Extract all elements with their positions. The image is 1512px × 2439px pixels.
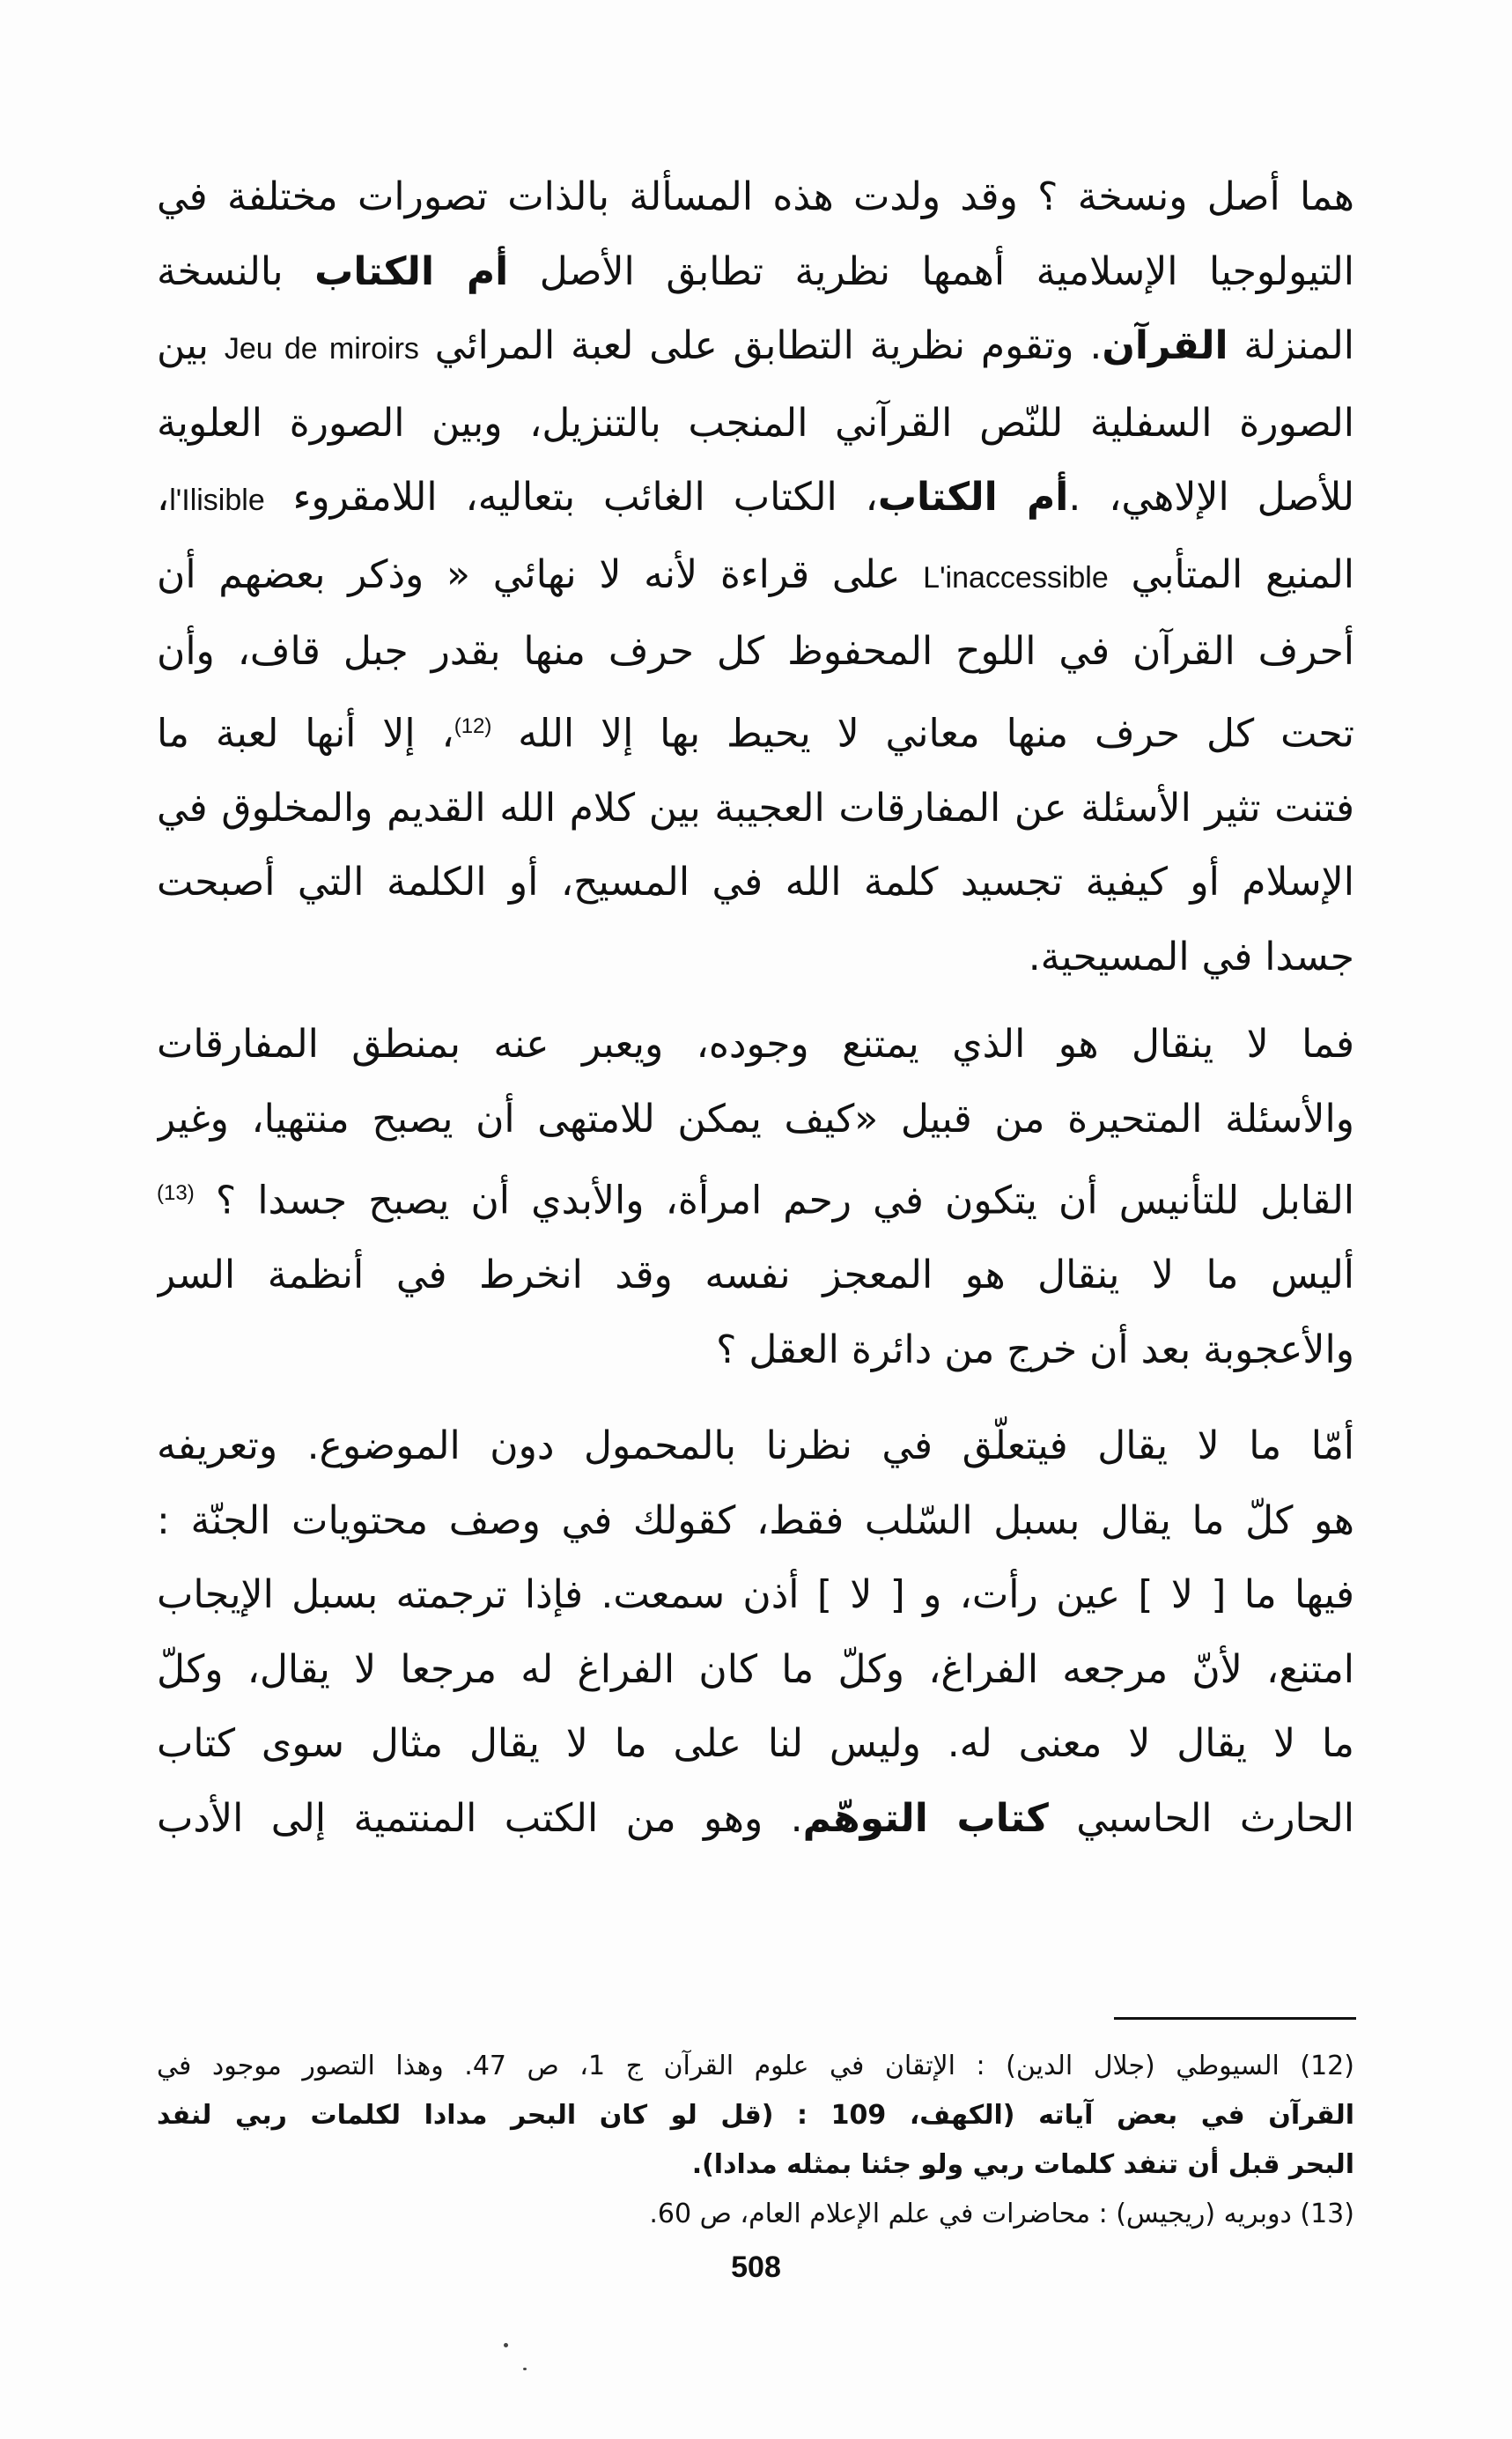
text-span: والأسئلة المتحيرة من قبيل «كيف يمكن للامتهى أن يصبح منتهيا، وغير [157,1096,1354,1142]
scan-speck [523,2368,527,2370]
text-line [157,235,1354,310]
text-line [157,615,1354,690]
footnote-12: (12) السيوطي (جلال الدين) : الإتقان في علوم القرآن ج 1، ص 47. وهذا التصور موجود في [157,2051,1354,2081]
emphasis-term: القرآن [1102,323,1228,368]
text-span: والأعجوبة بعد أن خرج من دائرة العقل ؟ [716,1327,1354,1372]
text-line [157,1409,1354,1484]
text-span: ، الكتاب الغائب بتعاليه، اللامقروء [292,475,878,520]
text-span: أليس ما لا ينقال هو المعجز نفسه وقد انخرط في أنظمة السر [157,1253,1354,1298]
text-span: بالنسخة [157,248,284,294]
latin-term: L'inaccessible [923,560,1109,595]
text-line [157,309,1354,387]
text-span: هو كلّ ما يقال بسبل السّلب فقط، كقولك في وصف محتويات الجنّة : [157,1497,1354,1543]
text-line [157,772,1354,846]
page-number: 508 [731,2251,781,2284]
emphasis-term: أم الكتاب [314,248,509,294]
text-span: جسدا في المسيحية. [1028,934,1354,979]
text-span: المنيع المتأبي [1131,551,1354,597]
footnote-divider [1114,2017,1356,2020]
text-line [157,846,1354,920]
text-span: . وتقوم نظرية التطابق على لعبة المرائي [434,323,1103,368]
text-line [157,1008,1354,1083]
text-span: القابل للتأنيس أن يتكون في رحم امرأة، والأبدي أن يصبح جسدا ؟ [215,1178,1354,1223]
text-span: التيولوجيا الإسلامية أهمها نظرية تطابق الأصل [539,248,1354,294]
text-line [157,387,1354,462]
paragraph-1 [157,160,1354,994]
text-span: تحت كل حرف منها معاني لا يحيط بها إلا الله [518,711,1354,757]
text-line [157,461,1354,538]
text-line [157,1313,1354,1388]
text-span: ، [157,475,170,520]
text-span: أحرف القرآن في اللوح المحفوظ كل حرف منها بقدر جبل قاف، وأن [157,629,1354,674]
paragraph-2 [157,1008,1354,1387]
text-span: على قراءة لأنه لا نهائي « وذكر بعضهم أن [157,551,901,597]
body-text [157,1008,1354,1387]
body-text [157,160,1354,994]
text-span: الحارث الحاسبي [1076,1795,1354,1841]
scan-speck [504,2343,508,2347]
text-span: الإسلام أو كيفية تجسيد كلمة الله في المسيح، أو الكلمة التي أصبحت [157,860,1354,905]
footnotes [157,2042,1354,2239]
footnote-13: (13) دوبريه (ريجيس) : محاضرات في علم الإعلام العام، ص 60. [649,2199,1354,2229]
text-span: للأصل الإلاهي، . [1068,475,1354,520]
text-line [157,160,1354,235]
text-span: بين [157,323,210,368]
footnote-12-continuation: القرآن في بعض آياته (الكهف، 109 : (قل لو كان البحر مدادا لكلمات ربي لنفد [157,2100,1354,2131]
text-line [157,1558,1354,1633]
text-line [157,1707,1354,1782]
latin-term: Jeu de miroirs [224,332,419,366]
text-span: . وهو من الكتب المنتمية إلى الأدب [157,1795,803,1841]
text-span: أمّا ما لا يقال فيتعلّق في نظرنا بالمحمول دون الموضوع. وتعريفه [157,1423,1354,1468]
text-line [157,1782,1354,1857]
footnote-12-continuation: البحر قبل أن تنفد كلمات ربي ولو جئنا بمثله مدادا). [691,2149,1354,2180]
text-line [157,538,1354,616]
text-line [157,1238,1354,1313]
footnote-ref: (13) [157,1181,195,1205]
text-span: هما أصل ونسخة ؟ وقد ولدت هذه المسألة بالذات تصورات مختلفة في [157,174,1354,219]
text-span: ، إلا أنها لعبة ما [157,711,454,757]
footnote-ref: (12) [454,713,492,738]
text-line [157,920,1354,995]
text-line [157,1484,1354,1559]
emphasis-term: كتاب التوهّم [802,1795,1049,1841]
emphasis-term: أم الكتاب [877,475,1069,520]
text-line [157,1633,1354,1708]
latin-term: l'Ilisible [169,484,265,517]
text-line [157,1083,1354,1157]
body-text [157,1409,1354,1856]
text-span: فتنت تثير الأسئلة عن المفارقات العجيبة بين كلام الله القديم والمخلوق في [157,785,1354,831]
text-span: المنزلة [1243,323,1354,368]
text-span: فيها ما [ لا ] عين رأت، و [ لا ] أذن سمعت. فإذا ترجمته بسبل الإيجاب [157,1572,1354,1617]
text-line [157,1157,1354,1238]
paragraph-3 [157,1409,1354,1856]
text-line [157,690,1354,772]
text-span: فما لا ينقال هو الذي يمتنع وجوده، ويعبر عنه بمنطق المفارقات [157,1022,1354,1067]
text-span: ما لا يقال لا معنى له. وليس لنا على ما لا يقال مثال سوى كتاب [157,1721,1354,1766]
text-span: امتنع، لأنّ مرجعه الفراغ، وكلّ ما كان الفراغ له مرجعا لا يقال، وكلّ [157,1646,1354,1692]
text-span: الصورة السفلية للنّص القرآني المنجب بالتنزيل، وبين الصورة العلوية [157,400,1354,446]
